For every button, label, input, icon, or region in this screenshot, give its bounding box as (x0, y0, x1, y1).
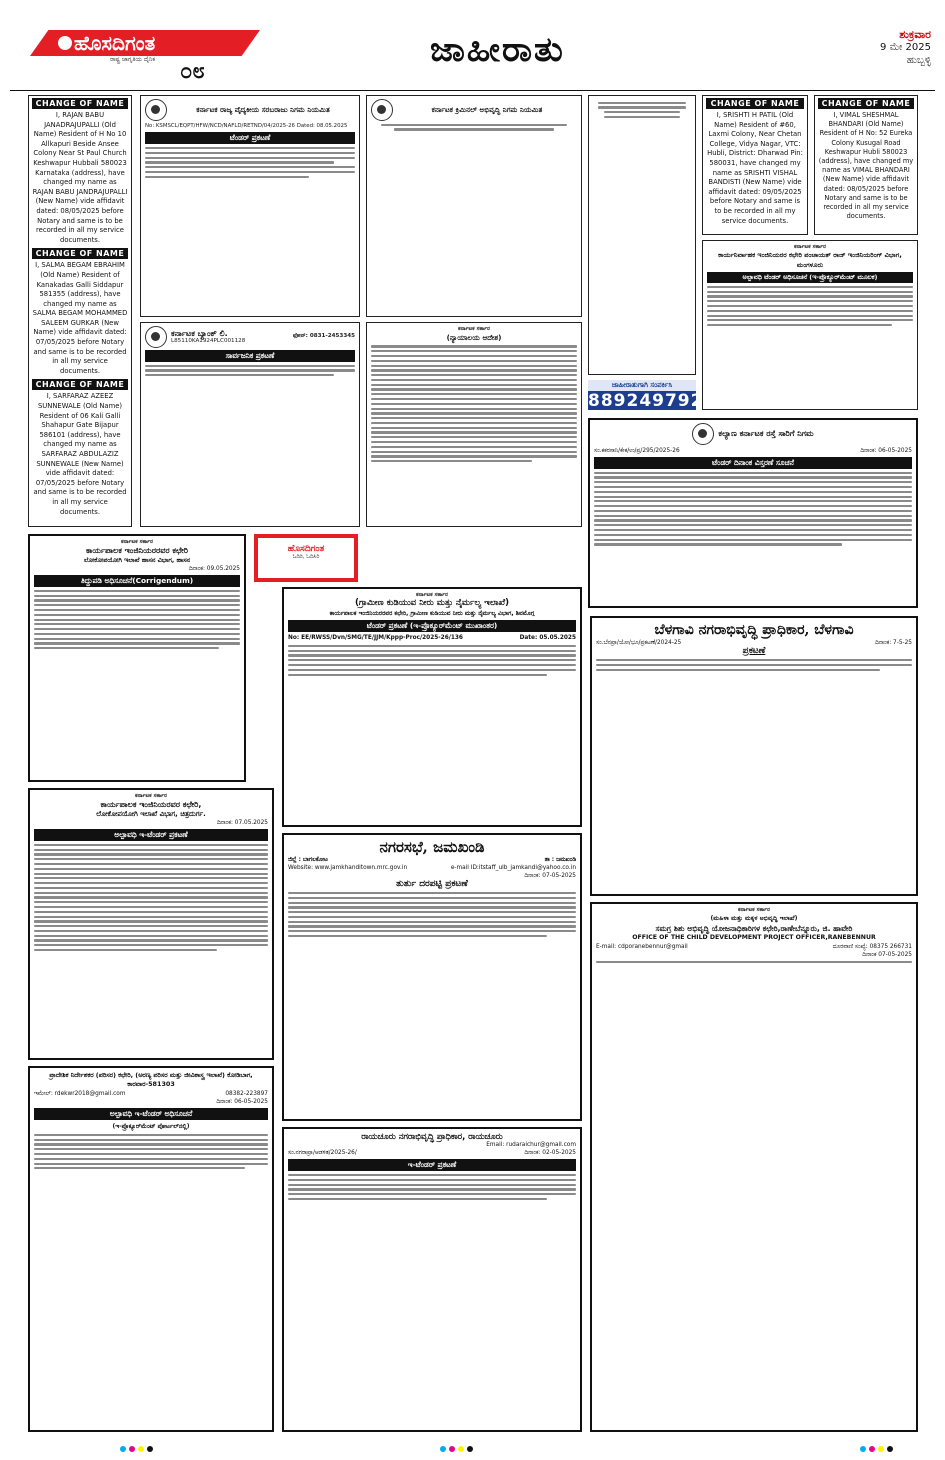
karwar-tender-ad (28, 1066, 274, 1432)
notice-text: I, SRISHTI H PATIL (Old Name) Resident of #60, Laxmi Colony, Near Chetan College, Vidya Nagar, VTC: Hubli, District: Dharwad Pin: 580031, have changed my name as SRISHTI VISHAL BANDISTI (New Name) vide affidavit dated: 09/05/2025 before Notary and same is to be recorded in all my service documents. (707, 111, 803, 225)
print-registration-marks (860, 1446, 893, 1452)
notice-heading: ಅಲ್ಪಾವಧಿ ಇ-ಟೆಂಡರ್ ಪ್ರಕಟಣೆ (34, 829, 268, 841)
government-label: ಕರ್ನಾಟಕ ಸರ್ಕಾರ (458, 326, 490, 332)
notice-date: ದಿನಾಂಕ: 06-05-2025 (216, 1098, 268, 1105)
raichur-uda-tender-ad (282, 1127, 582, 1432)
change-of-name-ad (28, 95, 132, 527)
court-notice-ad (366, 322, 582, 527)
department-name: (ಗ್ರಾಮೀಣ ಕುಡಿಯುವ ನೀರು ಮತ್ತು ನೈರ್ಮಲ್ಯ ಇಲಾಖೆ) (354, 598, 510, 609)
notice-date: ದಿನಾಂಕ: 06-05-2025 (860, 448, 912, 454)
chitradurga-tender-ad (28, 788, 274, 1060)
ksmscl-tender-ad (140, 95, 360, 317)
page-title: ಜಾಹೀರಾತು (430, 30, 565, 70)
brand-name: ಹೊಸದಿಗಂತ (74, 31, 156, 55)
office-name-english: OFFICE OF THE CHILD DEVELOPMENT PROJECT OFFICER,RANEBENNUR (632, 934, 876, 942)
org-name: ಕಲ್ಯಾಣ ಕರ್ನಾಟಕ ರಸ್ತೆ ಸಾರಿಗೆ ನಿಗಮ (718, 429, 814, 439)
email-address[interactable]: e-mail ID:itstaff_ulb_jamkandi@yahoo.co.in (450, 865, 576, 871)
contact-label: ಜಾಹೀರಾತುಗಾಗಿ ಸಂಪರ್ಕಿಸಿ (588, 380, 696, 391)
print-registration-marks (440, 1446, 473, 1452)
org-name: ರಾಯಚೂರು ನಗರಾಭಿವೃದ್ಧಿ ಪ್ರಾಧಿಕಾರ, ರಾಯಚೂರು (361, 1131, 503, 1141)
bank-logo-icon (145, 326, 167, 348)
edition-mark: ೦೮ (180, 58, 205, 84)
org-name: ಪ್ರಾದೇಶಿಕ ನಿರ್ದೇಶಕರ (ಪರಿಸರ) ಕಛೇರಿ, (ಅರಣ್ಯ ಪರಿಸರ ಮತ್ತು ಜೀವಿಶಾಸ್ತ್ರ ಇಲಾಖೆ) ಕೋಡಿಬಾಗ, ಕಾರವಾರ-581303 (49, 1071, 253, 1089)
email-address[interactable]: Email: rudaraichur@gmail.com (486, 1142, 576, 1149)
reference-number: ಸಂ.ಬೆನಪ್ರಾ/ಯೋ/ಭೂ/ಪ್ರಕಟಣೆ/2024-25 (596, 640, 682, 646)
dateline (880, 28, 931, 67)
house-ad-line: ಓದಿರಿ, ಓದಿಸಿರಿ (292, 554, 320, 560)
logo-emblem-icon (56, 34, 74, 52)
notice-heading: (ನ್ಯಾಯಾಲಯ ಆದೇಶ) (446, 333, 502, 343)
org-name: ಕಾರ್ಯಪಾಲಕ ಇಂಜಿನಿಯರವರ ಕಛೇರಿ, (100, 800, 202, 810)
org-name: ಕರ್ನಾಟಕ ರಾಜ್ಯ ವೈದ್ಯಕೀಯ ಸರಬರಾಜು ನಿಗಮ ನಿಯಮಿತ (196, 105, 330, 115)
government-emblem-icon (145, 99, 167, 121)
notice-heading: ಪ್ರಕಟಣೆ (742, 646, 766, 656)
rdws-tender-ad (282, 587, 582, 827)
reference-number: ಸಂ.ನಗರಾಪ್ರಾ/ಆಡಳಿತ/2025-26/ (288, 1150, 357, 1157)
section-heading: CHANGE OF NAME (818, 98, 914, 109)
cdpo-tender-ad (590, 902, 918, 1432)
org-name: ಕರ್ನಾಟಕ ಬ್ಯಾಂಕ್ ಲಿ. (171, 328, 228, 338)
org-logo-icon (371, 99, 393, 121)
notice-heading: ಇ-ಟೆಂಡರ್ ಪ್ರಕಟಣೆ (288, 1159, 576, 1171)
reference-number: No: KSMSCL/EQPT/HFW/NCD/NAFLD/RETND/04/2025-26 Dated: 08.05.2025 (145, 123, 348, 129)
org-logo-icon (692, 423, 714, 445)
notice-text: I, VIMAL SHESHMAL BHANDARI (Old Name) Resident of H No: 52 Eureka Colony Kusugal Road Keshwapur Hubli 580023 (address), have changed my name as VIMAL BHANDARI (New Name) vide affidavit dated: 08/05/2025 before Notary and same is to be recorded in all my service documents. (818, 111, 914, 221)
day-label: ಶುಕ್ರವಾರ (899, 28, 931, 41)
notice-date: ದಿನಾಂಕ: 07-05-2025 (524, 873, 576, 879)
org-name: ಬೆಳಗಾವಿ ನಗರಾಭಿವೃದ್ಧಿ ಪ್ರಾಧಿಕಾರ, ಬೆಳಗಾವಿ (654, 622, 854, 638)
section-heading: CHANGE OF NAME (32, 248, 128, 259)
district-label: ಜಿಲ್ಲೆ : ಬಾಗಲಕೋಟ (288, 857, 328, 863)
contact-number[interactable]: 8892497927 (588, 391, 717, 411)
belagavi-uda-notice-ad (590, 616, 918, 896)
org-subname: ಲೋಕೋಪಯೋಗಿ ಇಲಾಖೆ ಹಾಸನ ವಿಭಾಗ, ಹಾಸನ (83, 555, 191, 564)
brand-tagline: ರಾಷ್ಟ್ರ ಜಾಗೃತಿಯ ದೈನಿಕ (110, 56, 156, 63)
notice-heading: ಸಾರ್ವಜನಿಕ ಪ್ರಕಟಣೆ (145, 350, 355, 362)
phone-number: ದೂರವಾಣಿ ಸಂಖ್ಯೆ: 08375 266731 (832, 943, 912, 950)
section-heading: CHANGE OF NAME (32, 379, 128, 390)
section-heading: CHANGE OF NAME (32, 98, 128, 109)
print-registration-marks (120, 1446, 153, 1452)
notice-date: ದಿನಾಂಕ: 07.05.2025 (216, 820, 268, 827)
office-name: ಸಮಗ್ರ ಶಿಶು ಅಭಿವೃದ್ಧಿ ಯೋಜನಾಧಿಕಾರಿಗಳ ಕಛೇರಿ,ರಾಣೇಬೆನ್ನೂರು, ಜಿ. ಹಾವೇರಿ (655, 923, 853, 933)
hosadiganta-house-ad (254, 534, 358, 582)
notice-heading: ತುರ್ತು ದರಪಟ್ಟಿ ಪ್ರಕಟಣೆ (396, 879, 468, 889)
taluk-label: ತಾ : ಜಮಖಂಡಿ (544, 857, 576, 863)
date-label: 9 ಮೇ 2025 (880, 42, 931, 53)
website-link[interactable]: Website: www.jamkhanditown.mrc.gov.in (288, 865, 408, 871)
notice-date: Date: 05.05.2025 (519, 635, 576, 642)
reference-number: No: EE/RWSS/Dvn/SMG/TE/JJM/Kppp-Proc/2025-26/136 (288, 635, 463, 642)
masthead (10, 22, 935, 90)
org-name: ಕಾರ್ಯನಿರ್ವಾಹಕ ಇಂಜಿನಿಯರರ ಕಛೇರಿ ಪಂಚಾಯತ್ ರಾಜ್ ಇಂಜಿನಿಯರಿಂಗ್ ವಿಭಾಗ, ಮಂಗಳೂರು (718, 251, 902, 269)
org-subname: ಲೋಕೋಪಯೋಗಿ ಇಲಾಖೆ ವಿಭಾಗ, ಚಿತ್ರದುರ್ಗ. (96, 809, 206, 818)
notice-text: I, SARFARAZ AZEEZ SUNNEWALE (Old Name) Resident of 06 Kali Galli Shahapur Gate Bijapur 586101 (address), have changed my name as SARFARAZ ABDULAZIZ SUNNEWALE (New Name) vide affidavit dated: 07/05/2025 before Notary and same is to be recorded in all my service documents. (33, 392, 127, 516)
kkrtc-tender-extension-ad (588, 418, 918, 608)
advert-contact-box (588, 380, 717, 411)
org-name: ನಗರಸಭೆ, ಜಮಖಂಡಿ (379, 838, 485, 856)
change-of-name-ad (702, 95, 808, 235)
notice-subheading: (ಇ-ಪ್ರೊಕ್ಯೂರ್‌ಮೆಂಟ್ ಪೋರ್ಟಲ್‌ನಲ್ಲಿ) (112, 1122, 190, 1130)
karnataka-bank-notice-ad (140, 322, 360, 527)
email-address[interactable]: E-mail: cdporanebennur@gmail (596, 943, 688, 950)
org-name: ಕರ್ನಾಟಕ ಕ್ರಿಮಿನಲ್ ಅಭಿವೃದ್ಧಿ ನಿಗಮ ನಿಯಮಿತ (431, 105, 543, 115)
phone-number: ಫೋನ್: 0831-2453345 (292, 333, 355, 340)
city-label: ಹುಬ್ಬಳ್ಳಿ (906, 55, 931, 66)
office-name: ಕಾರ್ಯಪಾಲಕ ಇಂಜಿನಿಯರರವರ ಕಛೇರಿ, ಗ್ರಾಮೀಣ ಕುಡಿಯುವ ನೀರು ಮತ್ತು ನೈರ್ಮಲ್ಯ ವಿಭಾಗ, ಶಿವಮೊಗ್ಗ (329, 609, 535, 617)
change-of-name-ad (814, 95, 918, 235)
phone-number: 08382-223897 (225, 1090, 268, 1097)
notice-heading (593, 374, 691, 375)
reference-number: ಸಂ.ಕಕರಸಾನಿ/ಕೇಕ/ಉ/ಪ್ರ/295/2025-26 (594, 448, 680, 454)
notice-text: I, SALMA BEGAM EBRAHIM (Old Name) Resident of Kanakadas Galli Siddapur 581355 (address), have changed my name as SALMA BEGAM MOHAMMED SALEEM GURKAR (New Name) vide affidavit dated: 07/05/2025 before Notary and same is to be recorded in all my service documents. (32, 261, 128, 375)
notice-date: ದಿನಾಂಕ: 09.05.2025 (188, 566, 240, 573)
notice-heading: ಟೆಂಡರ್ ದಿನಾಂಕ ವಿಸ್ತರಣೆ ಸೂಚನೆ (594, 457, 912, 469)
notice-date: ದಿನಾಂಕ 07-05-2025 (862, 951, 912, 958)
notice-heading: ಟೆಂಡರ್ ಪ್ರಕಟಣೆ (ಇ-ಪ್ರೊಕ್ಯೂರ್‌ಮೆಂಟ್ ಮುಖಾಂತರ) (288, 620, 576, 632)
org-name: ಕಾರ್ಯಪಾಲಕ ಇಂಜಿನಿಯರರವರ ಕಛೇರಿ (85, 546, 189, 556)
government-label: ಕರ್ನಾಟಕ ಸರ್ಕಾರ (121, 539, 153, 545)
notice-heading: ಅಲ್ಪಾವಧಿ ಟೆಂಡರ್ ಅಧಿಸೂಚನೆ (ಇ-ಪ್ರೊಕ್ಯೂರ್‌ಮೆಂಟ್ ಮೂಲಕ) (707, 272, 913, 283)
header-rule (10, 90, 935, 91)
notice-heading: ಟೆಂಡರ್ ಪ್ರಕಟಣೆ (145, 132, 355, 144)
email-address[interactable]: ಇಮೇಲ್: rdekwr2018@gmail.com (34, 1090, 126, 1097)
notice-text: I, RAJAN BABU JANADRAJUPALLI (Old Name) Resident of H No 10 Allkapuri Beside Ansee Colony Near St Paul Church Keshwapur Hubbali 580023 Karnataka (address), have changed my name as RAJAN BABU JANDRAJUPALLI (New Name) vide affidavit dated: 08/05/2025 before Notary and same is to be recorded in all my service documents. (32, 111, 128, 244)
government-label: ಕರ್ನಾಟಕ ಸರ್ಕಾರ (738, 907, 770, 913)
section-heading: CHANGE OF NAME (706, 98, 804, 109)
corrigendum-tender-ad (588, 95, 696, 375)
government-label: ಕರ್ನಾಟಕ ಸರ್ಕಾರ (794, 244, 826, 250)
hassan-corrigendum-ad (28, 534, 246, 782)
notice-date: ದಿನಾಂಕ: 02-05-2025 (524, 1150, 576, 1157)
department-name: (ಮಹಿಳಾ ಮತ್ತು ಮಕ್ಕಳ ಅಭಿವೃದ್ಧಿ ಇಲಾಖೆ) (710, 915, 798, 923)
notice-heading: ತಿದ್ದುಪಡಿ ಅಧಿಸೂಚನೆ(Corrigendum) (34, 575, 240, 587)
brand-name: ಹೊಸದಿಗಂತ (287, 544, 325, 554)
notice-date: ದಿನಾಂಕ: 7-5-25 (875, 640, 912, 646)
notice-heading: ಅಲ್ಪಾವಧಿ ಇ-ಟೆಂಡರ್ ಅಧಿಸೂಚನೆ (34, 1108, 268, 1120)
jamkhandi-quotation-ad (282, 833, 582, 1121)
cin-number: L85110KA1924PLC001128 (171, 338, 246, 344)
government-label: ಕರ್ನಾಟಕ ಸರ್ಕಾರ (416, 592, 448, 598)
panchayat-raj-tender-ad (702, 240, 918, 410)
government-label: ಕರ್ನಾಟಕ ಸರ್ಕಾರ (135, 793, 167, 799)
kfc-tender-ad (366, 95, 582, 317)
brand-logo (30, 30, 280, 84)
